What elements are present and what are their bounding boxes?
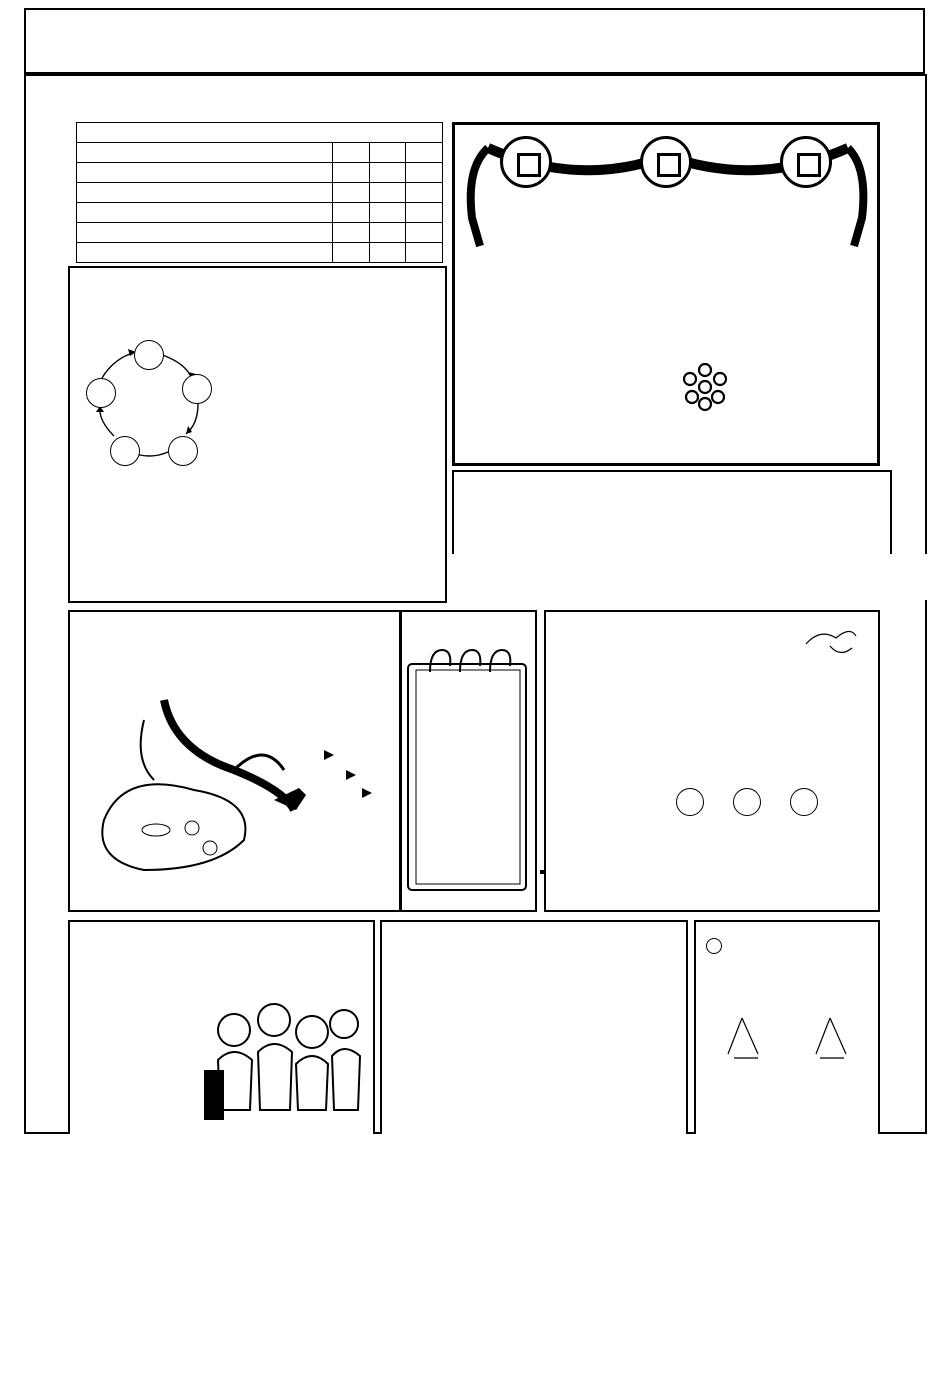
hot-table-caption [77,123,443,143]
marksix-strip-top [30,84,924,110]
element-water [182,374,212,404]
table-row [77,243,443,263]
table-row [77,183,443,203]
element-fire [110,436,140,466]
table-row [77,223,443,243]
column-header [406,143,443,163]
combo-icon [706,938,722,954]
notice-text [458,498,898,550]
offer-balls [676,788,826,820]
fox-illustration [84,660,384,890]
blank-overlay [452,554,930,600]
coin-icon [640,136,692,188]
table-row [77,163,443,183]
flower-icon [680,362,730,412]
marksix-strip-right [898,114,924,1130]
treasure-columns [410,712,524,902]
ball [676,788,704,816]
separator-dot [540,870,544,874]
column-header [77,143,333,163]
column-header [369,143,406,163]
coin-icon [500,136,552,188]
ball [790,788,818,816]
special-poem-panel [380,920,688,1134]
header-frame [24,8,925,74]
hot-analysis-table [76,122,443,263]
combo-triangles [720,1016,870,1062]
coin-icon [780,136,832,188]
table-row [77,203,443,223]
ball [733,788,761,816]
marksix-strip-left [30,114,56,1130]
column-header [333,143,370,163]
element-earth [86,378,116,408]
cartoon-figures [204,1000,370,1130]
element-metal [134,340,164,370]
doodle-decoration [800,624,860,664]
element-wood [168,436,198,466]
